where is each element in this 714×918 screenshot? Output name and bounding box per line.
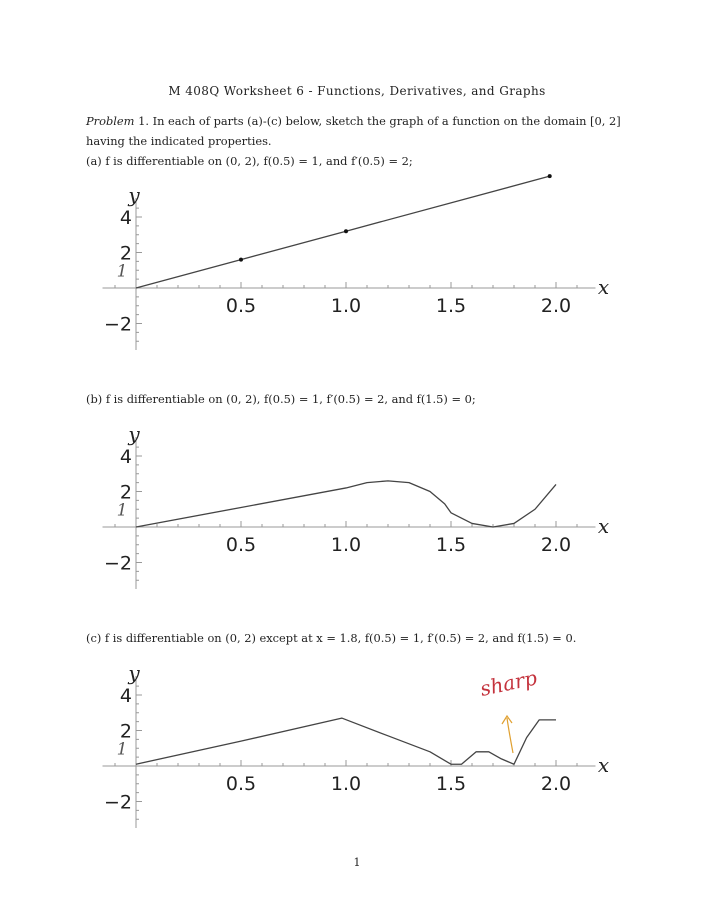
x-tick-label: 1.5 (435, 295, 467, 317)
y-axis-label: y (128, 422, 140, 446)
graph-c (0, 650, 714, 860)
y-axis-label: y (128, 183, 140, 207)
y-tick-label: 2 (119, 720, 132, 743)
part-c-label: (c) (86, 631, 102, 645)
x-axis-label: x (597, 514, 610, 538)
x-axis-label: x (597, 275, 610, 299)
y-tick-label: 2 (119, 242, 132, 265)
arrow-shaft (507, 718, 513, 753)
y-tick-label: 4 (119, 446, 132, 468)
y-tick-label: 4 (119, 207, 132, 229)
y-tick-label: 2 (119, 481, 132, 504)
graph-a (0, 172, 714, 382)
data-point (548, 174, 552, 178)
data-point (344, 229, 348, 233)
problem-number: 1. (138, 114, 149, 128)
part-a-text: f is differentiable on (0, 2), f(0.5) = 1, and f′(0.5) = 2; (105, 154, 413, 168)
part-a-label: (a) (86, 154, 102, 168)
x-tick-label: 0.5 (225, 773, 257, 795)
problem-text: In each of parts (a)-(c) below, sketch the graph of a function on the domain [0, 2] having the indicated properties. (86, 114, 621, 148)
handwritten-one-mark: 1 (116, 261, 128, 282)
worksheet-title: M 408Q Worksheet 6 - Functions, Derivatives, and Graphs (168, 84, 546, 98)
graph-b (0, 411, 714, 621)
x-tick-label: 2.0 (540, 295, 572, 317)
x-tick-label: 1.0 (330, 773, 362, 795)
handwritten-one-mark: 1 (116, 739, 128, 760)
part-c-text: f is differentiable on (0, 2) except at x = 1.8, f(0.5) = 1, f′(0.5) = 2, and f(1.5) = 0. (104, 631, 577, 645)
x-tick-label: 1.0 (330, 295, 362, 317)
x-tick-label: 2.0 (540, 534, 572, 556)
x-tick-label: 2.0 (540, 773, 572, 795)
problem-statement (86, 111, 632, 151)
curve-a (136, 176, 550, 288)
x-tick-label: 0.5 (225, 295, 257, 317)
part-b-text: f is differentiable on (0, 2), f(0.5) = 1, f′(0.5) = 2, and f(1.5) = 0; (105, 392, 476, 406)
y-tick-label: 4 (119, 685, 132, 707)
graph-c-canvas (0, 650, 714, 860)
x-tick-label: 0.5 (225, 534, 257, 556)
y-tick-label: −2 (103, 791, 132, 814)
handwritten-one-mark: 1 (116, 500, 128, 521)
graph-a-canvas (0, 172, 714, 382)
y-axis-label: y (128, 661, 140, 685)
y-tick-label: −2 (103, 552, 132, 575)
curve-c (136, 718, 556, 764)
problem-label: Problem (86, 114, 135, 128)
data-point (239, 258, 243, 262)
page-number: 1 (353, 856, 361, 869)
x-tick-label: 1.5 (435, 773, 467, 795)
part-a-statement (86, 151, 632, 171)
x-tick-label: 1.0 (330, 534, 362, 556)
curve-b (136, 481, 556, 527)
graph-b-canvas (0, 411, 714, 621)
part-b-label: (b) (86, 392, 103, 406)
x-tick-label: 1.5 (435, 534, 467, 556)
part-c-statement (86, 628, 632, 648)
y-tick-label: −2 (103, 313, 132, 336)
x-axis-label: x (597, 753, 610, 777)
sharp-annotation: sharp (477, 665, 540, 701)
part-b-statement (86, 389, 632, 409)
